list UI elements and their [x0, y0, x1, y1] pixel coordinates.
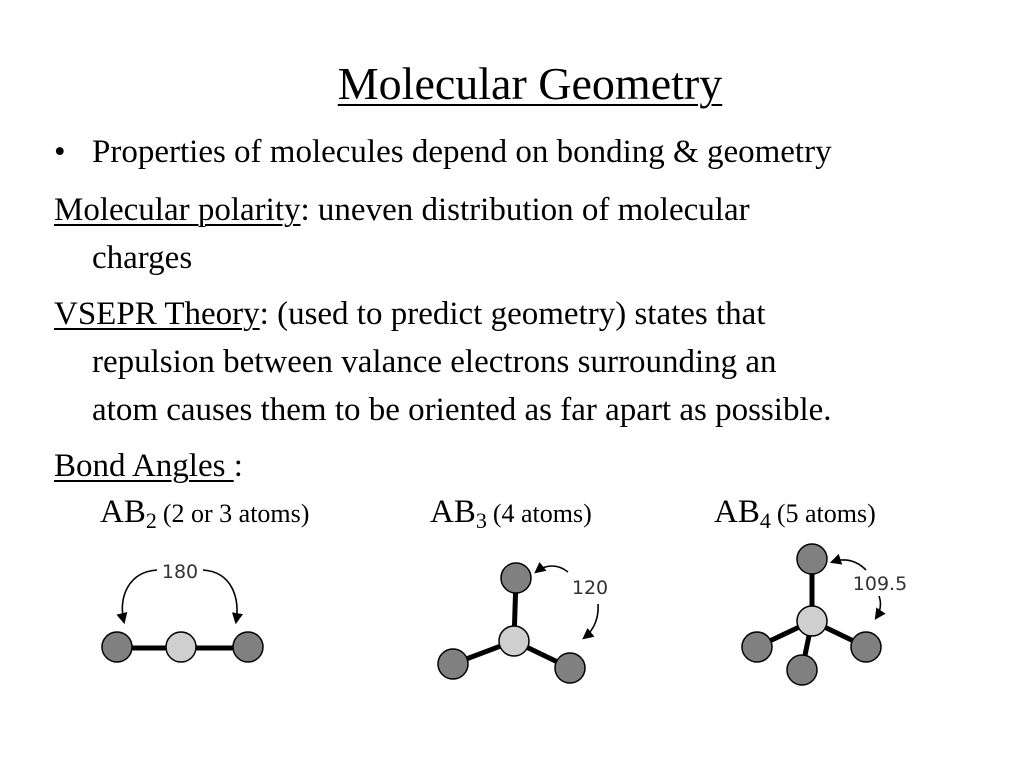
polarity-line-2: charges — [92, 240, 193, 276]
ab3-molecule — [438, 563, 608, 683]
ab2-angle-label: 180 — [161, 561, 199, 583]
ab3-central-atom — [499, 626, 529, 656]
ab2-base: AB — [100, 494, 146, 530]
polarity-term: Molecular polarity — [54, 192, 301, 228]
ab4-outer-atom-bottom — [787, 655, 817, 685]
ab4-base: AB — [714, 494, 760, 530]
ab4-outer-atom-left — [742, 632, 772, 662]
bond-angles-term: Bond Angles — [54, 448, 234, 484]
ab2-central-atom — [166, 632, 196, 662]
ab3-outer-atom-right — [555, 653, 585, 683]
ab3-base: AB — [430, 494, 476, 530]
ab4-outer-atom-right — [851, 632, 881, 662]
ab2-outer-atom-left — [102, 632, 132, 662]
ab3-outer-atom-left — [438, 649, 468, 679]
ab3-subscript: 3 — [475, 508, 487, 533]
ab4-angle-arrow-top — [832, 560, 866, 570]
ab4-outer-atom-top — [797, 544, 827, 574]
ab4-note: (5 atoms) — [776, 499, 876, 528]
vsepr-line-1: : (used to predict geometry) states that — [259, 296, 766, 332]
ab4-central-atom — [797, 606, 827, 636]
bond-angles-colon: : — [233, 448, 243, 484]
ab2-angle-arrow-left — [122, 570, 157, 622]
ab2-note: (2 or 3 atoms) — [162, 499, 310, 528]
slide-title-text: Molecular Geometry — [337, 58, 723, 109]
ab2-molecule — [102, 561, 263, 662]
ab3-outer-atom-top — [501, 563, 531, 593]
ab2-outer-atom-right — [233, 632, 263, 662]
bullet-text: Properties of molecules depend on bonding & geometry — [92, 134, 832, 170]
ab4-angle-label: 109.5 — [852, 573, 908, 595]
ab3-angle-arrow-top — [536, 566, 568, 572]
ab2-subscript: 2 — [145, 508, 157, 533]
ab3-note: (4 atoms) — [492, 499, 592, 528]
ab4-angle-arrow-bottom — [876, 596, 880, 618]
ab2-angle-arrow-right — [203, 570, 237, 622]
bullet-dot: • — [54, 134, 66, 170]
ab3-angle-label: 120 — [571, 577, 609, 599]
polarity-line-1: : uneven distribution of molecular — [300, 192, 750, 228]
vsepr-line-3: atom causes them to be oriented as far apart as possible. — [92, 392, 832, 428]
ab4-subscript: 4 — [759, 508, 771, 533]
ab4-molecule — [742, 544, 907, 685]
vsepr-term: VSEPR Theory — [54, 296, 260, 332]
vsepr-line-2: repulsion between valance electrons surrounding an — [92, 344, 777, 380]
ab3-angle-arrow-bottom — [584, 604, 598, 638]
